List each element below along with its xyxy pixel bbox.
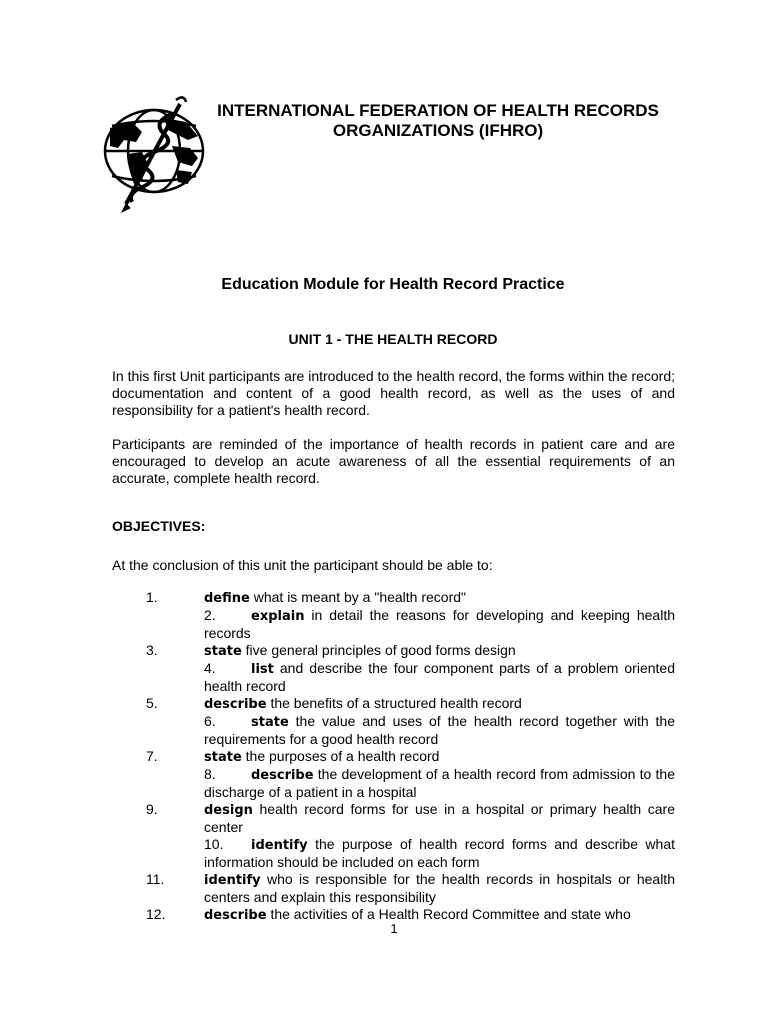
objective-item bbox=[0, 607, 675, 642]
intro-paragraph-1: In this first Unit participants are introduced to the health record, the forms within the record; documentation and content of a good health record, as well as the uses of and responsibility for a patient's health record. bbox=[112, 368, 675, 418]
objective-verb: list bbox=[251, 662, 274, 677]
objective-text: the development of a health record from admission to the discharge of a patient in a hospital bbox=[204, 766, 675, 800]
objective-text: what is meant by a "health record" bbox=[249, 589, 467, 605]
objective-item bbox=[0, 713, 675, 748]
objective-number: 7. bbox=[146, 748, 158, 764]
objective-text: the benefits of a structured health record bbox=[266, 695, 522, 711]
objective-verb: describe bbox=[204, 697, 267, 712]
objective-text: in detail the reasons for developing and keeping health records bbox=[204, 607, 675, 641]
objectives-heading: OBJECTIVES: bbox=[112, 518, 206, 534]
objective-item bbox=[0, 801, 675, 836]
objective-number: 8. bbox=[204, 766, 216, 782]
objective-number: 2. bbox=[204, 607, 216, 623]
objective-item bbox=[0, 660, 675, 695]
objective-item bbox=[0, 871, 675, 906]
unit-title: UNIT 1 - THE HEALTH RECORD bbox=[288, 331, 498, 347]
objective-item bbox=[0, 766, 675, 801]
objective-verb: state bbox=[251, 715, 289, 730]
objective-verb: state bbox=[204, 644, 242, 659]
objective-item bbox=[0, 695, 675, 713]
objective-text: the purposes of a health record bbox=[241, 748, 440, 764]
objective-verb: explain bbox=[251, 609, 305, 624]
objectives-intro: At the conclusion of this unit the participant should be able to: bbox=[112, 557, 493, 573]
objective-text: health record forms for use in a hospital or primary health care center bbox=[204, 801, 675, 835]
objective-item bbox=[0, 906, 675, 924]
objective-verb: describe bbox=[204, 908, 267, 923]
objective-number: 10. bbox=[204, 836, 224, 852]
org-name-line-2: ORGANIZATIONS (IFHRO) bbox=[332, 121, 544, 140]
objective-verb: define bbox=[204, 591, 250, 606]
objective-number: 5. bbox=[146, 695, 158, 711]
objective-verb: identify bbox=[251, 838, 308, 853]
objective-text: the purpose of health record forms and describe what information should be included on each form bbox=[204, 836, 675, 870]
objective-item bbox=[0, 748, 675, 766]
objective-text: five general principles of good forms design bbox=[241, 642, 516, 658]
objective-text: and describe the four component parts of a problem oriented health record bbox=[204, 660, 675, 694]
module-title: Education Module for Health Record Practice bbox=[221, 276, 565, 293]
objective-verb: describe bbox=[251, 768, 314, 783]
objective-item bbox=[0, 589, 675, 607]
objective-item bbox=[0, 642, 675, 660]
objective-verb: state bbox=[204, 750, 242, 765]
objective-number: 4. bbox=[204, 660, 216, 676]
objective-number: 1. bbox=[146, 589, 158, 605]
page-number: 1 bbox=[390, 921, 398, 936]
objective-number: 12. bbox=[146, 906, 166, 922]
objective-number: 11. bbox=[146, 871, 165, 887]
objective-number: 9. bbox=[146, 801, 158, 817]
objective-text: the activities of a Health Record Committee and state who bbox=[266, 906, 631, 922]
objective-text: the value and uses of the health record together with the requirements for a good health record bbox=[204, 713, 675, 747]
intro-paragraph-2: Participants are reminded of the importance of health records in patient care and are encouraged to develop an acute awareness of all the essential requirements of an accurate, complete health record. bbox=[112, 436, 675, 486]
org-name-line-1: INTERNATIONAL FEDERATION OF HEALTH RECORDS bbox=[217, 101, 659, 120]
objective-item bbox=[0, 836, 675, 871]
objective-number: 6. bbox=[204, 713, 216, 729]
organization-name bbox=[190, 101, 686, 141]
objectives-list bbox=[0, 589, 768, 924]
objective-verb: identify bbox=[204, 873, 261, 888]
objective-verb: design bbox=[204, 803, 253, 818]
objective-text: who is responsible for the health records in hospitals or health centers and explain this responsibility bbox=[204, 871, 675, 905]
objective-number: 3. bbox=[146, 642, 158, 658]
